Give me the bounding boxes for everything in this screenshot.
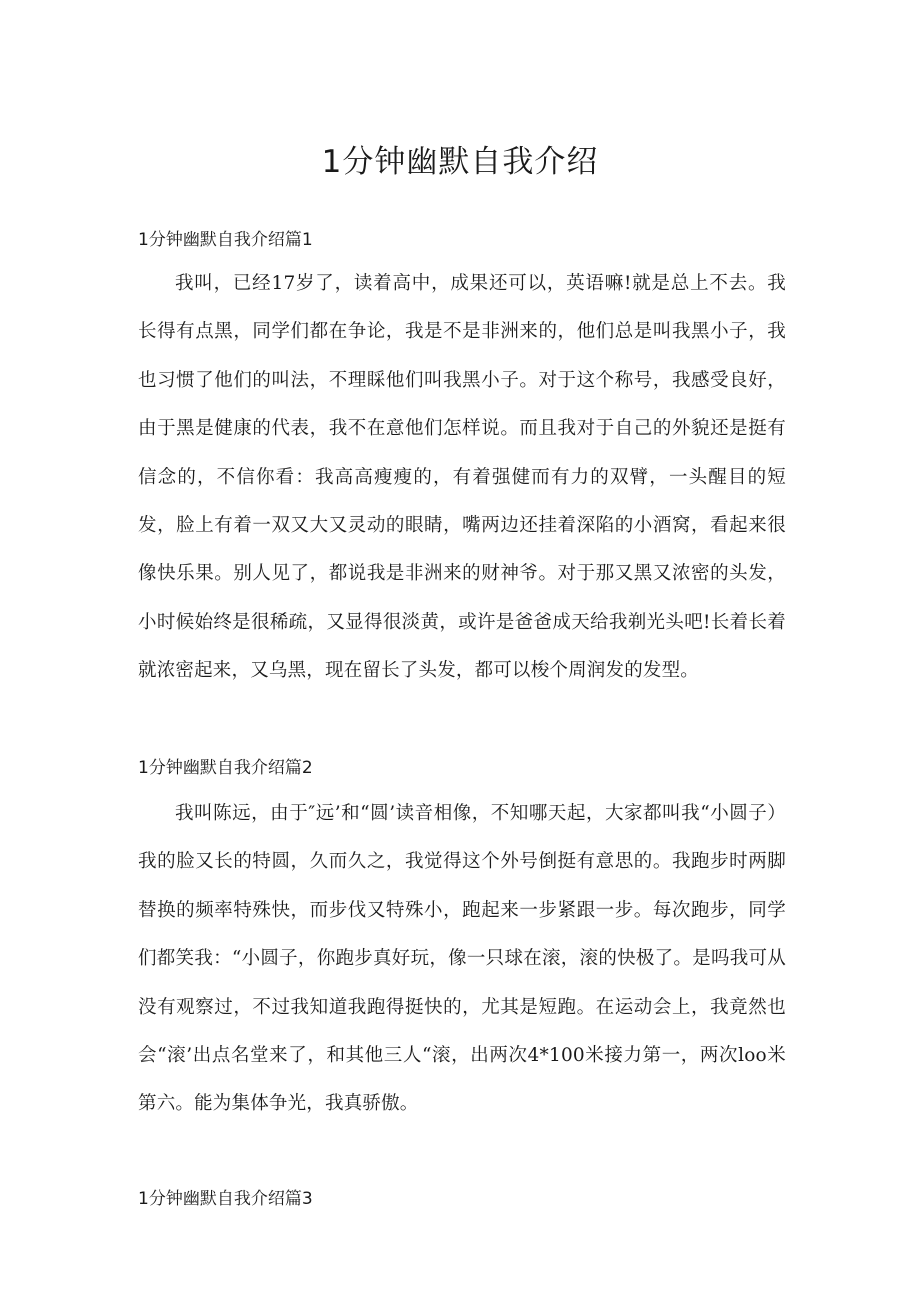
section-body-2: 我叫陈远，由于″远’和“圆’读音相像，不知哪天起，大家都叫我“小圆子）我的脸又长的特圆，久而久之，我觉得这个外号倒挺有意思的。我跑步时两脚替换的频率特殊快，而步伐又特殊小，跑起来一步紧跟一步。每次跑步，同学们都笑我：“小圆子，你跑步真好玩，像一只球在滚，滚的快极了。是吗我可从没有观察过，不过我知道我跑得挺快的，尤其是短跑。在运动会上，我竟然也会“滚’出点名堂来了，和其他三人“滚，出两次4*100米接力第一，两次loo米第六。能为集体争光，我真骄傲。 bbox=[138, 803, 786, 1115]
section-body-1: 我叫，已经17岁了，读着高中，成果还可以，英语嘛!就是总上不去。我长得有点黑，同学们都在争论，我是不是非洲来的，他们总是叫我黑小子，我也习惯了他们的叫法，不理睬他们叫我黑小子。对于这个称号，我感受良好，由于黑是健康的代表，我不在意他们怎样说。而且我对于自己的外貌还是挺有信念的，不信你看：我高高瘦瘦的，有着强健而有力的双臂，一头醒目的短发，脸上有着一双又大又灵动的眼睛，嘴两边还挂着深陷的小酒窝，看起来很像快乐果。别人见了，都说我是非洲来的财神爷。对于那又黑又浓密的头发，小时候始终是很稀疏，又显得很淡黄，或许是爸爸成天给我剃光头吧!长着长着就浓密起来，又乌黑，现在留长了头发，都可以梭个周润发的发型。 bbox=[138, 273, 786, 682]
section-heading-3: 1分钟幽默自我介绍篇3 bbox=[138, 1189, 313, 1209]
section-heading-2: 1分钟幽默自我介绍篇2 bbox=[138, 758, 313, 778]
section-heading-1: 1分钟幽默自我介绍篇1 bbox=[138, 230, 313, 250]
document-title: 1分钟幽默自我介绍 bbox=[321, 144, 599, 180]
